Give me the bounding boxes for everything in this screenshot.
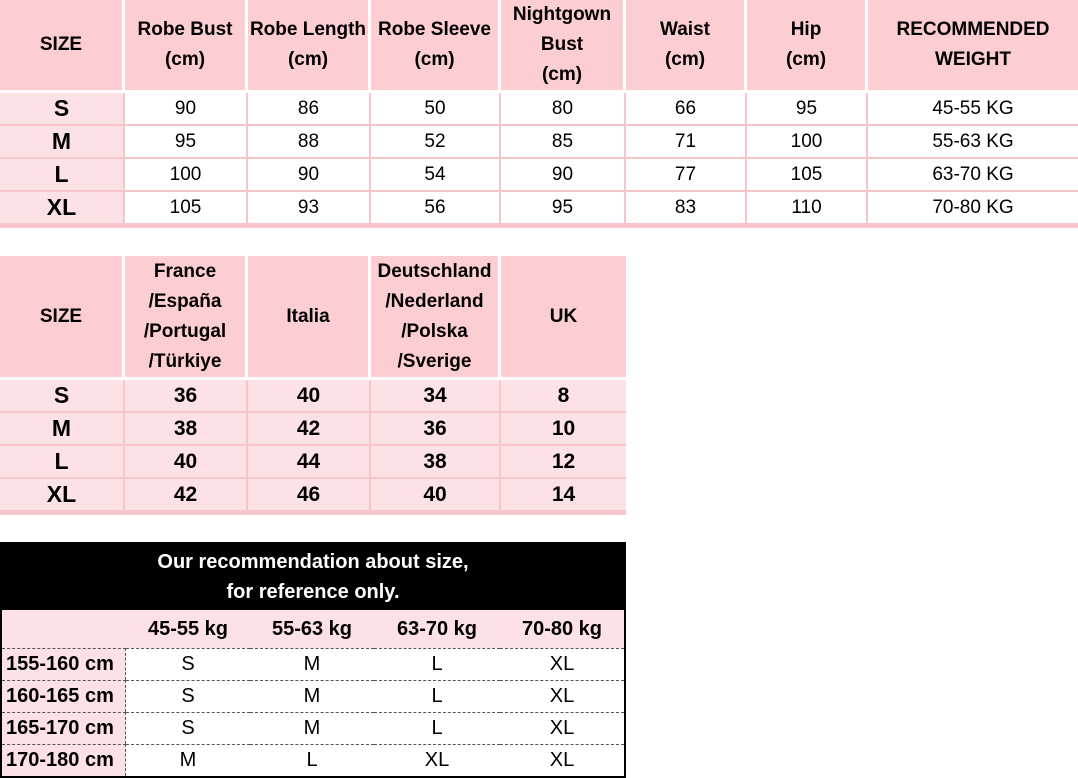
header-size: SIZE <box>0 256 125 380</box>
conversion-header-row <box>0 256 626 380</box>
robe-length-cell: 93 <box>248 192 371 225</box>
france-size-cell: 42 <box>125 479 248 512</box>
waist-cell: 71 <box>626 126 747 159</box>
header-robe-bust: Robe Bust (cm) <box>125 0 248 93</box>
france-size-cell: 36 <box>125 380 248 413</box>
hip-cell: 105 <box>747 159 868 192</box>
table-row <box>0 159 1078 192</box>
header-waist: Waist (cm) <box>626 0 747 93</box>
robe-bust-cell: 100 <box>125 159 248 192</box>
table-row <box>2 648 624 680</box>
weight-header-row <box>2 610 624 648</box>
waist-cell: 66 <box>626 93 747 126</box>
robe-bust-cell: 105 <box>125 192 248 225</box>
robe-sleeve-cell: 54 <box>371 159 501 192</box>
table-row <box>0 192 1078 225</box>
header-italia: Italia <box>248 256 371 380</box>
header-weight: 70-80 kg <box>500 610 624 648</box>
table-row <box>2 680 624 712</box>
weight-cell: 55-63 KG <box>868 126 1078 159</box>
table-row <box>2 744 624 776</box>
hip-cell: 95 <box>747 93 868 126</box>
recommended-size-cell: M <box>250 712 374 744</box>
recommended-size-cell: XL <box>500 648 624 680</box>
height-label: 165-170 cm <box>2 712 126 744</box>
recommended-size-cell: M <box>126 744 250 776</box>
nightgown-bust-cell: 90 <box>501 159 626 192</box>
italia-size-cell: 42 <box>248 413 371 446</box>
size-cell: L <box>0 159 125 192</box>
robe-bust-cell: 90 <box>125 93 248 126</box>
recommended-size-cell: XL <box>500 744 624 776</box>
italia-size-cell: 40 <box>248 380 371 413</box>
recommendation-title-line: for reference only. <box>226 581 400 603</box>
size-cell: L <box>0 446 125 479</box>
table-row <box>0 413 626 446</box>
header-recommended-weight: RECOMMENDED WEIGHT <box>868 0 1078 93</box>
header-size: SIZE <box>0 0 125 93</box>
header-blank <box>2 610 126 648</box>
header-germany-netherlands-poland-sweden: Deutschland /Nederland /Polska /Sverige <box>371 256 501 380</box>
size-cell: M <box>0 126 125 159</box>
header-hip: Hip (cm) <box>747 0 868 93</box>
height-label: 155-160 cm <box>2 648 126 680</box>
recommended-size-cell: M <box>250 680 374 712</box>
uk-size-cell: 8 <box>501 380 626 413</box>
nightgown-bust-cell: 80 <box>501 93 626 126</box>
deutschland-size-cell: 38 <box>371 446 501 479</box>
robe-sleeve-cell: 50 <box>371 93 501 126</box>
nightgown-bust-cell: 95 <box>501 192 626 225</box>
hip-cell: 100 <box>747 126 868 159</box>
header-robe-length: Robe Length (cm) <box>248 0 371 93</box>
recommended-size-cell: L <box>374 712 500 744</box>
header-weight: 45-55 kg <box>126 610 250 648</box>
italia-size-cell: 44 <box>248 446 371 479</box>
robe-bust-cell: 95 <box>125 126 248 159</box>
france-size-cell: 40 <box>125 446 248 479</box>
recommended-size-cell: XL <box>500 712 624 744</box>
italia-size-cell: 46 <box>248 479 371 512</box>
size-cell: M <box>0 413 125 446</box>
robe-sleeve-cell: 52 <box>371 126 501 159</box>
robe-length-cell: 88 <box>248 126 371 159</box>
uk-size-cell: 12 <box>501 446 626 479</box>
size-cell: XL <box>0 479 125 512</box>
robe-length-cell: 90 <box>248 159 371 192</box>
deutschland-size-cell: 34 <box>371 380 501 413</box>
recommended-size-cell: S <box>126 712 250 744</box>
deutschland-size-cell: 40 <box>371 479 501 512</box>
recommendation-title <box>0 542 626 610</box>
recommended-size-cell: S <box>126 680 250 712</box>
height-label: 170-180 cm <box>2 744 126 776</box>
weight-cell: 63-70 KG <box>868 159 1078 192</box>
header-nightgown-bust: Nightgown Bust (cm) <box>501 0 626 93</box>
table-row <box>0 446 626 479</box>
recommended-size-cell: M <box>250 648 374 680</box>
size-table-header-row <box>0 0 1078 93</box>
table-row <box>0 380 626 413</box>
waist-cell: 77 <box>626 159 747 192</box>
recommendation-table <box>0 610 626 778</box>
size-cell: S <box>0 380 125 413</box>
header-robe-sleeve: Robe Sleeve (cm) <box>371 0 501 93</box>
table-row <box>2 712 624 744</box>
nightgown-bust-cell: 85 <box>501 126 626 159</box>
recommended-size-cell: L <box>374 648 500 680</box>
recommended-size-cell: S <box>126 648 250 680</box>
robe-length-cell: 86 <box>248 93 371 126</box>
uk-size-cell: 14 <box>501 479 626 512</box>
header-france-spain-portugal-turkey: France /España /Portugal /Türkiye <box>125 256 248 380</box>
recommended-size-cell: XL <box>374 744 500 776</box>
header-weight: 63-70 kg <box>374 610 500 648</box>
deutschland-size-cell: 36 <box>371 413 501 446</box>
hip-cell: 110 <box>747 192 868 225</box>
recommendation-title-line: Our recommendation about size, <box>157 551 469 573</box>
size-cell: S <box>0 93 125 126</box>
table-row <box>0 93 1078 126</box>
table-row <box>0 126 1078 159</box>
uk-size-cell: 10 <box>501 413 626 446</box>
size-conversion-table <box>0 256 626 515</box>
recommended-size-cell: L <box>374 680 500 712</box>
size-measurement-table <box>0 0 1078 228</box>
weight-cell: 45-55 KG <box>868 93 1078 126</box>
recommended-size-cell: L <box>250 744 374 776</box>
weight-cell: 70-80 KG <box>868 192 1078 225</box>
recommended-size-cell: XL <box>500 680 624 712</box>
waist-cell: 83 <box>626 192 747 225</box>
table-row <box>0 479 626 512</box>
header-weight: 55-63 kg <box>250 610 374 648</box>
france-size-cell: 38 <box>125 413 248 446</box>
header-uk: UK <box>501 256 626 380</box>
size-cell: XL <box>0 192 125 225</box>
height-label: 160-165 cm <box>2 680 126 712</box>
robe-sleeve-cell: 56 <box>371 192 501 225</box>
